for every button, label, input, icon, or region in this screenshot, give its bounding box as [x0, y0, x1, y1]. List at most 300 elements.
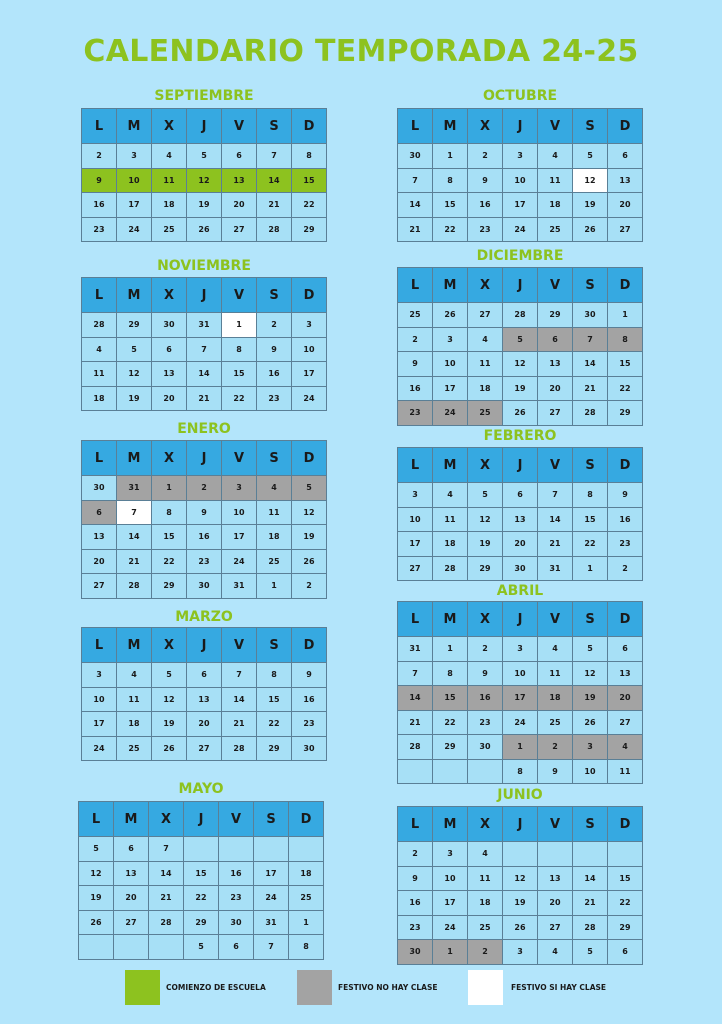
- weekday-header: S: [573, 448, 608, 483]
- day-cell: 19: [503, 376, 538, 401]
- day-cell: 24: [254, 886, 289, 911]
- weekday-header: S: [573, 109, 608, 144]
- weekday-header: D: [292, 278, 327, 313]
- legend-swatch-holiday-no-class: [297, 970, 332, 1005]
- day-cell: [433, 759, 468, 784]
- day-cell: [184, 837, 219, 862]
- calendar-octubre: [397, 108, 643, 242]
- day-cell: 30: [292, 736, 327, 761]
- weekday-header: M: [114, 802, 149, 837]
- weekday-header: X: [468, 602, 503, 637]
- day-cell: 19: [79, 886, 114, 911]
- day-cell: 20: [503, 532, 538, 557]
- day-cell: 14: [117, 525, 152, 550]
- day-cell: 9: [82, 168, 117, 193]
- week-row: [79, 837, 324, 862]
- week-row: [398, 352, 643, 377]
- day-cell: 27: [468, 303, 503, 328]
- day-cell: 12: [292, 500, 327, 525]
- day-cell: 10: [503, 168, 538, 193]
- day-cell: 8: [257, 663, 292, 688]
- day-cell: 3: [222, 476, 257, 501]
- weekday-header: J: [184, 802, 219, 837]
- day-cell: 5: [468, 483, 503, 508]
- day-cell: 14: [573, 352, 608, 377]
- week-row: [398, 327, 643, 352]
- weekday-header: J: [187, 109, 222, 144]
- week-row: [82, 193, 327, 218]
- day-cell: 27: [608, 710, 643, 735]
- week-row: [79, 935, 324, 960]
- day-cell: 6: [608, 940, 643, 965]
- weekday-header: J: [187, 441, 222, 476]
- day-cell: 6: [608, 637, 643, 662]
- week-row: [398, 217, 643, 242]
- day-cell: 23: [608, 532, 643, 557]
- day-cell: 30: [152, 313, 187, 338]
- weekday-header: M: [117, 278, 152, 313]
- day-cell: 31: [117, 476, 152, 501]
- day-cell: 28: [117, 574, 152, 599]
- day-cell: 7: [222, 663, 257, 688]
- weekday-header: L: [398, 268, 433, 303]
- day-cell: 23: [468, 217, 503, 242]
- day-cell: 6: [608, 144, 643, 169]
- day-cell: 4: [468, 327, 503, 352]
- day-cell: 27: [398, 556, 433, 581]
- weekday-header: X: [152, 441, 187, 476]
- day-cell: 15: [608, 866, 643, 891]
- weekday-header: X: [149, 802, 184, 837]
- day-cell: 23: [219, 886, 254, 911]
- weekday-header: L: [398, 602, 433, 637]
- day-cell: 10: [82, 687, 117, 712]
- calendar-diciembre: [397, 267, 643, 426]
- day-cell: 23: [257, 386, 292, 411]
- week-row: [398, 842, 643, 867]
- weekday-header-row: [398, 109, 643, 144]
- weekday-header: S: [257, 109, 292, 144]
- day-cell: 22: [608, 376, 643, 401]
- day-cell: [289, 837, 324, 862]
- day-cell: 18: [468, 376, 503, 401]
- day-cell: 29: [468, 556, 503, 581]
- day-cell: [254, 837, 289, 862]
- day-cell: 6: [82, 500, 117, 525]
- day-cell: 13: [538, 866, 573, 891]
- day-cell: 3: [398, 483, 433, 508]
- day-cell: 1: [222, 313, 257, 338]
- weekday-header: J: [187, 278, 222, 313]
- day-cell: 2: [398, 327, 433, 352]
- day-cell: 18: [538, 193, 573, 218]
- day-cell: 11: [152, 168, 187, 193]
- day-cell: 27: [114, 910, 149, 935]
- month-title-mayo: MAYO: [178, 781, 224, 797]
- weekday-header: X: [152, 109, 187, 144]
- day-cell: 16: [608, 507, 643, 532]
- day-cell: 12: [152, 687, 187, 712]
- week-row: [398, 735, 643, 760]
- day-cell: 1: [152, 476, 187, 501]
- day-cell: 7: [398, 661, 433, 686]
- day-cell: 1: [433, 940, 468, 965]
- day-cell: 2: [538, 735, 573, 760]
- day-cell: 17: [82, 712, 117, 737]
- day-cell: 12: [79, 861, 114, 886]
- day-cell: 25: [289, 886, 324, 911]
- day-cell: 14: [187, 362, 222, 387]
- day-cell: 25: [468, 401, 503, 426]
- weekday-header: D: [608, 602, 643, 637]
- week-row: [398, 915, 643, 940]
- day-cell: 26: [292, 549, 327, 574]
- day-cell: 25: [398, 303, 433, 328]
- day-cell: 15: [433, 686, 468, 711]
- weekday-header: J: [503, 807, 538, 842]
- month-title-noviembre: NOVIEMBRE: [157, 258, 251, 274]
- day-cell: 19: [117, 386, 152, 411]
- week-row: [82, 574, 327, 599]
- day-cell: 22: [292, 193, 327, 218]
- day-cell: 1: [433, 144, 468, 169]
- day-cell: 31: [254, 910, 289, 935]
- weekday-header-row: [398, 807, 643, 842]
- weekday-header: D: [289, 802, 324, 837]
- day-cell: 22: [573, 532, 608, 557]
- day-cell: 3: [82, 663, 117, 688]
- day-cell: 5: [573, 144, 608, 169]
- day-cell: 16: [219, 861, 254, 886]
- week-row: [398, 866, 643, 891]
- day-cell: 9: [608, 483, 643, 508]
- day-cell: 2: [398, 842, 433, 867]
- day-cell: 25: [117, 736, 152, 761]
- day-cell: 11: [538, 661, 573, 686]
- day-cell: 14: [398, 686, 433, 711]
- week-row: [82, 525, 327, 550]
- day-cell: 7: [573, 327, 608, 352]
- day-cell: 12: [503, 866, 538, 891]
- day-cell: 29: [184, 910, 219, 935]
- calendar-febrero: [397, 447, 643, 581]
- day-cell: 17: [222, 525, 257, 550]
- month-title-marzo: MARZO: [175, 609, 233, 625]
- day-cell: 13: [82, 525, 117, 550]
- day-cell: 2: [468, 940, 503, 965]
- day-cell: 4: [538, 144, 573, 169]
- day-cell: 21: [117, 549, 152, 574]
- day-cell: 24: [433, 915, 468, 940]
- day-cell: 27: [187, 736, 222, 761]
- day-cell: 1: [573, 556, 608, 581]
- day-cell: 30: [187, 574, 222, 599]
- weekday-header: S: [257, 628, 292, 663]
- day-cell: 28: [257, 217, 292, 242]
- day-cell: 8: [573, 483, 608, 508]
- calendar-mayo: [78, 801, 324, 960]
- day-cell: [608, 842, 643, 867]
- day-cell: 6: [538, 327, 573, 352]
- day-cell: 26: [433, 303, 468, 328]
- day-cell: 17: [117, 193, 152, 218]
- day-cell: 30: [398, 144, 433, 169]
- day-cell: 19: [152, 712, 187, 737]
- weekday-header: X: [152, 278, 187, 313]
- day-cell: 17: [398, 532, 433, 557]
- weekday-header: S: [257, 441, 292, 476]
- weekday-header: L: [82, 109, 117, 144]
- weekday-header: V: [538, 448, 573, 483]
- day-cell: 30: [503, 556, 538, 581]
- day-cell: 29: [608, 915, 643, 940]
- day-cell: 4: [433, 483, 468, 508]
- day-cell: 5: [187, 144, 222, 169]
- day-cell: 20: [222, 193, 257, 218]
- day-cell: 20: [608, 686, 643, 711]
- day-cell: 15: [292, 168, 327, 193]
- weekday-header: D: [292, 628, 327, 663]
- day-cell: 1: [608, 303, 643, 328]
- day-cell: 11: [257, 500, 292, 525]
- week-row: [79, 886, 324, 911]
- day-cell: 27: [82, 574, 117, 599]
- day-cell: 11: [608, 759, 643, 784]
- day-cell: 28: [82, 313, 117, 338]
- day-cell: 22: [257, 712, 292, 737]
- weekday-header-row: [398, 268, 643, 303]
- day-cell: 26: [573, 217, 608, 242]
- day-cell: 7: [538, 483, 573, 508]
- weekday-header: X: [468, 448, 503, 483]
- week-row: [398, 168, 643, 193]
- day-cell: 15: [433, 193, 468, 218]
- week-row: [82, 712, 327, 737]
- weekday-header: S: [573, 268, 608, 303]
- day-cell: 29: [257, 736, 292, 761]
- day-cell: 21: [398, 710, 433, 735]
- day-cell: 1: [289, 910, 324, 935]
- day-cell: 10: [503, 661, 538, 686]
- week-row: [398, 483, 643, 508]
- day-cell: 28: [433, 556, 468, 581]
- day-cell: 8: [222, 337, 257, 362]
- weekday-header-row: [398, 448, 643, 483]
- day-cell: 24: [222, 549, 257, 574]
- day-cell: 8: [433, 168, 468, 193]
- day-cell: 20: [152, 386, 187, 411]
- day-cell: 11: [538, 168, 573, 193]
- legend-label-holiday-class: FESTIVO SI HAY CLASE: [511, 983, 607, 992]
- week-row: [398, 193, 643, 218]
- day-cell: 29: [292, 217, 327, 242]
- day-cell: 15: [573, 507, 608, 532]
- day-cell: 13: [222, 168, 257, 193]
- day-cell: 14: [257, 168, 292, 193]
- month-title-octubre: OCTUBRE: [482, 88, 558, 104]
- day-cell: 18: [433, 532, 468, 557]
- week-row: [398, 710, 643, 735]
- weekday-header: V: [219, 802, 254, 837]
- weekday-header: D: [608, 448, 643, 483]
- day-cell: 3: [292, 313, 327, 338]
- day-cell: [398, 759, 433, 784]
- weekday-header: L: [398, 448, 433, 483]
- weekday-header: M: [117, 441, 152, 476]
- day-cell: 4: [538, 940, 573, 965]
- day-cell: 23: [292, 712, 327, 737]
- weekday-header: J: [503, 109, 538, 144]
- day-cell: 24: [503, 217, 538, 242]
- day-cell: 16: [82, 193, 117, 218]
- day-cell: 23: [82, 217, 117, 242]
- day-cell: 12: [503, 352, 538, 377]
- weekday-header: V: [538, 602, 573, 637]
- weekday-header: V: [222, 628, 257, 663]
- day-cell: 28: [503, 303, 538, 328]
- day-cell: 4: [257, 476, 292, 501]
- day-cell: 26: [503, 401, 538, 426]
- week-row: [398, 686, 643, 711]
- day-cell: 23: [187, 549, 222, 574]
- day-cell: 18: [152, 193, 187, 218]
- day-cell: 9: [257, 337, 292, 362]
- day-cell: 13: [187, 687, 222, 712]
- day-cell: 16: [187, 525, 222, 550]
- day-cell: 3: [433, 327, 468, 352]
- day-cell: 8: [289, 935, 324, 960]
- day-cell: 12: [468, 507, 503, 532]
- day-cell: 26: [79, 910, 114, 935]
- day-cell: 10: [573, 759, 608, 784]
- weekday-header-row: [82, 441, 327, 476]
- day-cell: 12: [117, 362, 152, 387]
- weekday-header: M: [117, 628, 152, 663]
- day-cell: 10: [398, 507, 433, 532]
- day-cell: 7: [117, 500, 152, 525]
- day-cell: 20: [608, 193, 643, 218]
- day-cell: 11: [468, 352, 503, 377]
- day-cell: 14: [222, 687, 257, 712]
- day-cell: 8: [608, 327, 643, 352]
- day-cell: 2: [257, 313, 292, 338]
- week-row: [398, 637, 643, 662]
- day-cell: 3: [503, 144, 538, 169]
- weekday-header: S: [254, 802, 289, 837]
- day-cell: 16: [398, 891, 433, 916]
- weekday-header: M: [433, 448, 468, 483]
- day-cell: 12: [187, 168, 222, 193]
- day-cell: [79, 935, 114, 960]
- day-cell: 26: [152, 736, 187, 761]
- day-cell: 9: [398, 866, 433, 891]
- day-cell: 15: [257, 687, 292, 712]
- day-cell: 21: [149, 886, 184, 911]
- day-cell: 10: [433, 866, 468, 891]
- day-cell: 14: [573, 866, 608, 891]
- week-row: [398, 303, 643, 328]
- week-row: [82, 736, 327, 761]
- weekday-header: D: [608, 109, 643, 144]
- day-cell: 31: [538, 556, 573, 581]
- weekday-header-row: [398, 602, 643, 637]
- day-cell: 26: [187, 217, 222, 242]
- day-cell: 4: [468, 842, 503, 867]
- day-cell: 15: [608, 352, 643, 377]
- day-cell: 13: [608, 168, 643, 193]
- week-row: [82, 337, 327, 362]
- day-cell: 6: [219, 935, 254, 960]
- day-cell: 20: [538, 891, 573, 916]
- day-cell: 24: [82, 736, 117, 761]
- day-cell: 8: [292, 144, 327, 169]
- weekday-header: L: [82, 278, 117, 313]
- week-row: [398, 891, 643, 916]
- weekday-header: L: [82, 441, 117, 476]
- week-row: [82, 386, 327, 411]
- day-cell: 23: [398, 915, 433, 940]
- day-cell: 7: [254, 935, 289, 960]
- week-row: [82, 549, 327, 574]
- day-cell: 26: [503, 915, 538, 940]
- weekday-header-row: [79, 802, 324, 837]
- day-cell: 15: [152, 525, 187, 550]
- week-row: [82, 144, 327, 169]
- week-row: [82, 687, 327, 712]
- legend-label-holiday-no-class: FESTIVO NO HAY CLASE: [338, 983, 438, 992]
- day-cell: 7: [398, 168, 433, 193]
- week-row: [398, 661, 643, 686]
- day-cell: 10: [222, 500, 257, 525]
- weekday-header: J: [187, 628, 222, 663]
- day-cell: 2: [292, 574, 327, 599]
- weekday-header-row: [82, 628, 327, 663]
- week-row: [82, 168, 327, 193]
- day-cell: 24: [117, 217, 152, 242]
- day-cell: 31: [187, 313, 222, 338]
- day-cell: [114, 935, 149, 960]
- day-cell: 23: [398, 401, 433, 426]
- day-cell: 14: [149, 861, 184, 886]
- day-cell: 9: [538, 759, 573, 784]
- day-cell: 17: [254, 861, 289, 886]
- weekday-header: S: [257, 278, 292, 313]
- day-cell: 19: [573, 193, 608, 218]
- weekday-header: M: [433, 807, 468, 842]
- week-row: [82, 362, 327, 387]
- legend-label-start: COMIENZO DE ESCUELA: [166, 983, 266, 992]
- day-cell: 26: [573, 710, 608, 735]
- day-cell: 29: [538, 303, 573, 328]
- day-cell: 3: [433, 842, 468, 867]
- day-cell: 22: [433, 217, 468, 242]
- week-row: [79, 861, 324, 886]
- day-cell: 21: [573, 891, 608, 916]
- day-cell: 29: [152, 574, 187, 599]
- day-cell: 2: [187, 476, 222, 501]
- month-title-septiembre: SEPTIEMBRE: [154, 88, 254, 104]
- day-cell: 3: [117, 144, 152, 169]
- day-cell: 14: [538, 507, 573, 532]
- calendar-enero: [81, 440, 327, 599]
- day-cell: 17: [433, 376, 468, 401]
- day-cell: [503, 842, 538, 867]
- day-cell: 30: [82, 476, 117, 501]
- day-cell: [219, 837, 254, 862]
- day-cell: 6: [152, 337, 187, 362]
- calendar-marzo: [81, 627, 327, 761]
- day-cell: 11: [117, 687, 152, 712]
